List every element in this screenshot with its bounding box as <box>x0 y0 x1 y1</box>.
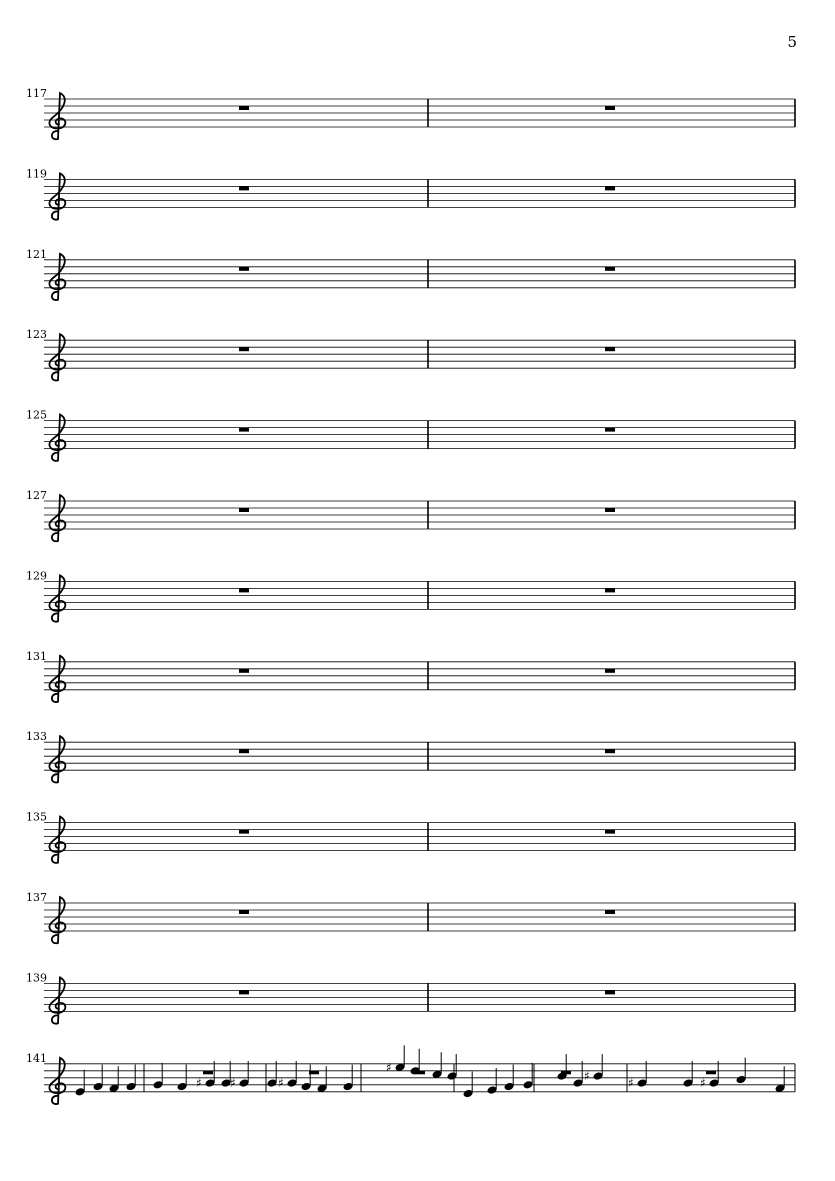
sharp-icon: ♯ <box>278 1076 284 1091</box>
measure-number: 121 <box>26 247 47 261</box>
whole-measure-rest <box>239 186 249 190</box>
staff-system <box>26 811 795 863</box>
whole-measure-rest <box>605 910 615 914</box>
staff-system <box>26 971 795 1023</box>
whole-measure-rest <box>605 749 615 753</box>
treble-clef-icon <box>49 575 65 621</box>
measure-number: 123 <box>26 328 47 342</box>
whole-measure-rest <box>605 990 615 994</box>
measure-number: 137 <box>26 891 47 904</box>
measure-number: 129 <box>26 569 47 583</box>
measure-number: 139 <box>26 971 47 985</box>
treble-clef-icon <box>49 817 65 863</box>
sharp-icon: ♯ <box>386 1060 392 1075</box>
staff-system <box>26 891 795 943</box>
rest-symbol <box>415 1071 425 1075</box>
staff-system <box>26 650 795 702</box>
measure-number: 127 <box>26 489 47 502</box>
measure-number: 119 <box>26 167 47 181</box>
treble-clef-icon <box>49 254 65 300</box>
measure-number: 141 <box>26 1051 47 1065</box>
measure-number: 135 <box>26 810 47 824</box>
whole-measure-rest <box>605 830 615 834</box>
whole-measure-rest <box>239 588 249 592</box>
staff-system <box>26 167 795 219</box>
sharp-icon: ♯ <box>196 1076 202 1091</box>
whole-measure-rest <box>239 508 249 512</box>
whole-measure-rest <box>605 347 615 351</box>
rest-symbol <box>309 1071 319 1075</box>
measure-number: 133 <box>26 730 47 744</box>
whole-measure-rest <box>605 508 615 512</box>
measure-number: 131 <box>26 649 47 663</box>
sharp-icon: ♯ <box>230 1076 236 1091</box>
staff-system <box>26 1045 795 1104</box>
whole-measure-rest <box>239 428 249 432</box>
treble-clef-icon <box>49 897 65 943</box>
sharp-icon: ♯ <box>584 1069 590 1084</box>
whole-measure-rest <box>605 669 615 673</box>
treble-clef-icon <box>49 977 65 1023</box>
staff-system <box>26 569 795 621</box>
measure-number: 125 <box>26 408 47 422</box>
whole-measure-rest <box>239 267 249 271</box>
staff-system <box>26 248 795 300</box>
rest-symbol <box>706 1071 716 1075</box>
whole-measure-rest <box>239 347 249 351</box>
staff-system <box>26 730 795 782</box>
whole-measure-rest <box>605 588 615 592</box>
sharp-icon: ♯ <box>700 1076 706 1091</box>
staff-system <box>26 489 795 541</box>
whole-measure-rest <box>605 428 615 432</box>
whole-measure-rest <box>605 106 615 110</box>
whole-measure-rest <box>605 267 615 271</box>
treble-clef-icon <box>49 495 65 541</box>
page-number: 5 <box>787 33 797 51</box>
whole-measure-rest <box>239 749 249 753</box>
treble-clef-icon <box>49 173 65 219</box>
treble-clef-icon <box>49 1058 65 1104</box>
rest-symbol <box>561 1071 571 1075</box>
treble-clef-icon <box>49 415 65 461</box>
measure-number: 117 <box>26 87 47 100</box>
staff-system <box>26 409 795 461</box>
sharp-icon: ♯ <box>628 1076 634 1091</box>
staff-system <box>26 328 795 380</box>
treble-clef-icon <box>49 656 65 702</box>
whole-measure-rest <box>239 910 249 914</box>
treble-clef-icon <box>49 334 65 380</box>
whole-measure-rest <box>239 669 249 673</box>
treble-clef-icon <box>49 93 65 139</box>
whole-measure-rest <box>605 186 615 190</box>
whole-measure-rest <box>239 106 249 110</box>
whole-measure-rest <box>239 830 249 834</box>
rest-symbol <box>203 1071 213 1075</box>
whole-measure-rest <box>239 990 249 994</box>
staff-system <box>26 87 795 139</box>
treble-clef-icon <box>49 736 65 782</box>
